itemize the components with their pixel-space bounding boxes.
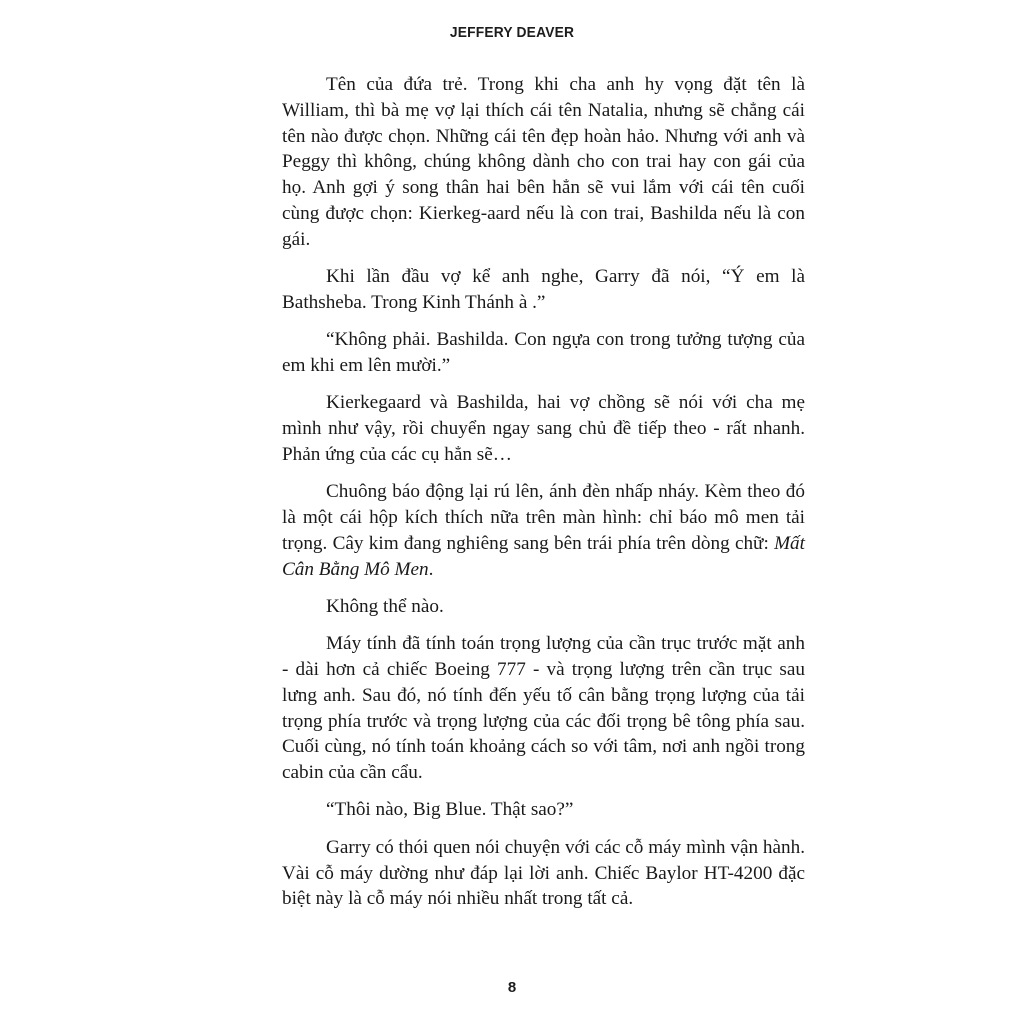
running-header-author: JEFFERY DEAVER [449,24,575,41]
body-text [282,72,805,924]
paragraph: “Thôi nào, Big Blue. Thật sao?” [326,799,574,821]
italic-phrase: Mất Cân Bằng Mô Men [282,532,805,580]
paragraph: Không thể nào. [326,595,444,617]
paragraph-text: . [428,558,434,580]
paragraph [282,479,805,582]
paragraph: Khi lần đầu vợ kể anh nghe, Garry đã nói, “Ý em là Bathsheba. Trong Kinh Thánh à .” [282,266,805,313]
paragraph: Máy tính đã tính toán trọng lượng của cần trục trước mặt anh - dài hơn cả chiếc Boeing 777 - và trọng lượng trên cần trục sau lưng anh. Sau đó, nó tính đến yếu tố cân bằng trọng lượng của tải trọng phía trước và trọng lượng của các đối trọng bê tông phía sau. Cuối cùng, nó tính toán khoảng cách so với tâm, nơi anh ngồi trong cabin của cần cẩu. [282,633,805,784]
paragraph: Tên của đứa trẻ. Trong khi cha anh hy vọng đặt tên là William, thì bà mẹ vợ lại thích cái tên Natalia, nhưng sẽ chẳng cái tên nào được chọn. Những cái tên đẹp hoàn hảo. Nhưng với anh và Peggy thì không, chúng không dành cho con trai hay con gái của họ. Anh gợi ý song thân hai bên hẳn sẽ vui lắm với cái tên cuối cùng được chọn: Kierkeg-aard nếu là con trai, Bashilda nếu là con gái. [282,74,805,250]
paragraph-text: Chuông báo động lại rú lên, ánh đèn nhấp nháy. Kèm theo đó là một cái hộp kích thích nữa trên màn hình: chỉ báo mô men tải trọng. Cây kim đang nghiêng sang bên trái phía trên dòng chữ: [282,481,805,554]
paragraph: Kierkegaard và Bashilda, hai vợ chồng sẽ nói với cha mẹ mình như vậy, rồi chuyển ngay sang chủ đề tiếp theo - rất nhanh. Phản ứng của các cụ hẳn sẽ… [282,392,805,465]
page-number: 8 [507,979,517,996]
paragraph: Garry có thói quen nói chuyện với các cỗ máy mình vận hành. Vài cỗ máy dường như đáp lại lời anh. Chiếc Baylor HT-4200 đặc biệt này là cỗ máy nói nhiều nhất trong tất cả. [282,836,805,910]
paragraph: “Không phải. Bashilda. Con ngựa con trong tưởng tượng của em khi em lên mười.” [282,329,805,376]
